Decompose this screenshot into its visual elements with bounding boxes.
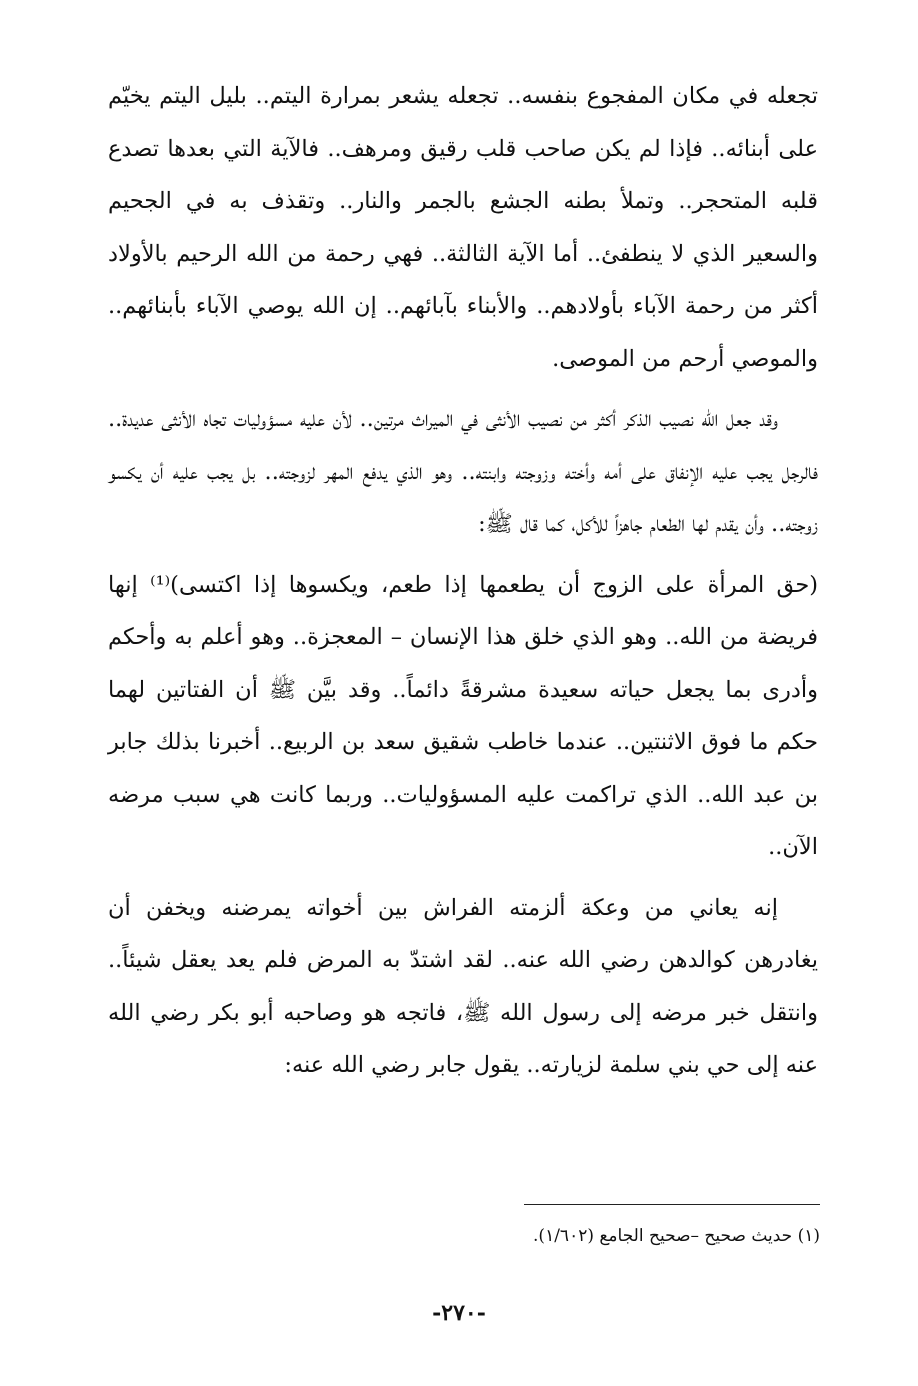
paragraph-1: تجعله في مكان المفجوع بنفسه.. تجعله يشعر بمرارة اليتم.. بليل اليتم يخيّم على أبنائه.. فإذا لم يكن صاحب قلب رقيق ومرهف.. فالآية التي بعدها تصدع قلبه المتحجر.. وتملأ بطنه الجشع بالجمر والنار.. وتقذف به في الجحيم والسعير الذي لا ينطفئ.. أما الآية الثالثة.. فهي رحمة من الله الرحيم بالأولاد أكثر من رحمة الآباء بأولادهم.. والأبناء بآبائهم.. إن الله يوصي الآباء بأبنائهم.. والموصي أرحم من الموصى. xyxy=(108,83,818,372)
footnote-divider xyxy=(524,1204,820,1205)
body-text xyxy=(108,70,818,1100)
paragraph-3: (حق المرأة على الزوج أن يطعمها إذا طعم، ويكسوها إذا اكتسى)⁽¹⁾ إنها فريضة من الله.. وهو الذي خلق هذا الإنسان – المعجزة.. وهو أعلم به وأحكم وأدرى بما يجعل حياته سعيدة مشرقةً دائماً.. وقد بيَّن ﷺ أن الفتاتين لهما حكم ما فوق الاثنتين.. عندما خاطب شقيق سعد بن الربيع.. أخبرنا بذلك جابر بن عبد الله.. الذي تراكمت عليه المسؤوليات.. وربما كانت هي سبب مرضه الآن.. xyxy=(108,571,819,860)
page-number: -٢٧٠- xyxy=(432,1300,486,1326)
footnote: (١) حديث صحيح –صحيح الجامع (١/٦٠٢). xyxy=(533,1226,820,1246)
paragraph-4: إنه يعاني من وعكة ألزمته الفراش بين أخواته يمرضنه ويخفن أن يغادرهن كوالدهن رضي الله عنه.. لقد اشتدّ به المرض فلم يعد يعقل شيئاً.. وانتقل خبر مرضه إلى رسول الله ﷺ، فاتجه هو وصاحبه أبو بكر رضي الله عنه إلى حي بني سلمة لزيارته.. يقول جابر رضي الله عنه: xyxy=(108,894,818,1078)
paragraph-2: وقد جعل الله نصيب الذكر أكثر من نصيب الأنثى في الميراث مرتين.. لأن عليه مسؤوليات تجاه الأنثى عديدة.. فالرجل يجب عليه الإنفاق على أمه وأخته وزوجته وابنته.. وهو الذي يدفع المهر لزوجته.. بل يجب عليه أن يكسو زوجته.. وأن يقدم لها الطعام جاهزاً للأكل، كما قال ﷺ: xyxy=(108,406,818,537)
